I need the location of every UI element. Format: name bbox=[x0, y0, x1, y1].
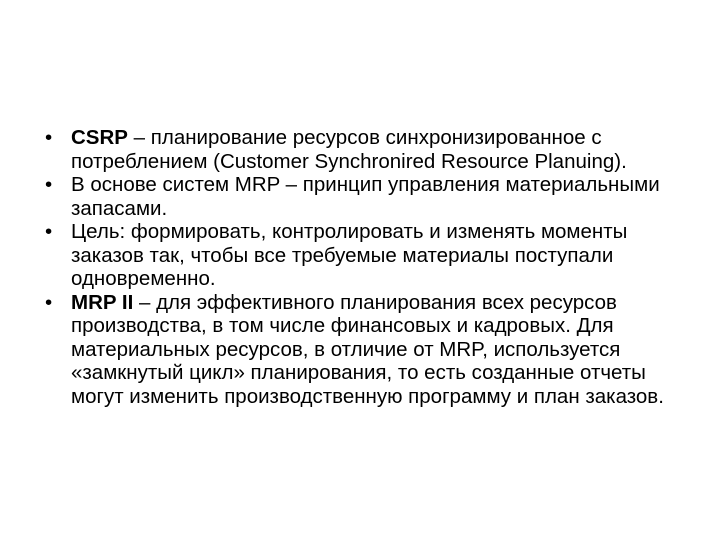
bullet-text: – планирование ресурсов синхронизированное с потреблением (Customer Synchronired Resource Planuing). bbox=[71, 126, 627, 173]
bullet-item-goal bbox=[45, 220, 695, 291]
bullet-text: – для эффективного планирования всех ресурсов производства, в том числе финансовых и кадровых. Для материальных ресурсов, в отличие от MRP, используется «замкнутый цикл» планирования, то есть созданные отчеты могут изменить производственную программу и план заказов. bbox=[71, 290, 664, 408]
bullet-item-mrp-basis bbox=[45, 173, 695, 220]
bullet-icon: • bbox=[45, 220, 53, 243]
bullet-item-csrp bbox=[45, 126, 695, 173]
bullet-term: MRP II bbox=[71, 290, 134, 314]
bullet-text: Цель: формировать, контролировать и изменять моменты заказов так, чтобы все требуемые материалы поступали одновременно. bbox=[71, 220, 628, 290]
bullet-term: CSRP bbox=[71, 126, 128, 149]
bullet-text: В основе систем MRP – принцип управления материальными запасами. bbox=[71, 173, 660, 220]
bullet-item-mrp-ii bbox=[45, 291, 695, 409]
bullet-icon: • bbox=[45, 290, 53, 314]
bullet-list bbox=[45, 126, 695, 408]
bullet-icon: • bbox=[45, 126, 53, 149]
bullet-icon: • bbox=[45, 173, 53, 196]
